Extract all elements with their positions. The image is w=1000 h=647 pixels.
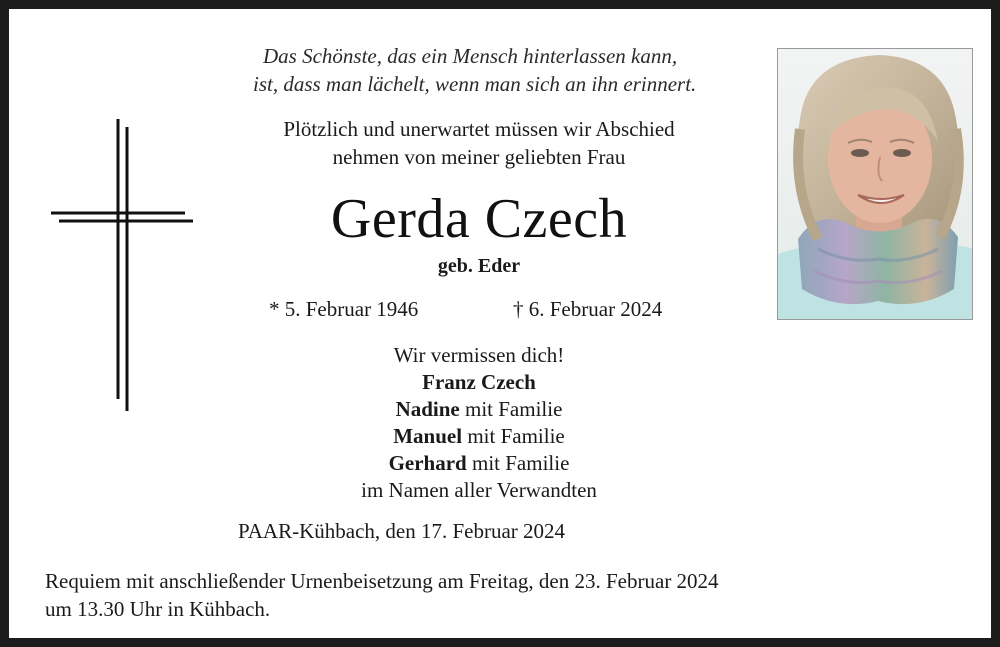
mourner-name: Manuel [393,424,463,448]
announcement-intro [159,115,799,171]
mourners-closing: im Namen aller Verwandten [361,478,597,502]
intro-line-2: nehmen von meiner geliebten Frau [332,145,626,169]
mourner-name: Gerhard [388,451,467,475]
mourner-row [159,369,799,396]
mourners-opening: Wir vermissen dich! [393,343,565,367]
maiden-name: geb. Eder [437,255,521,277]
requiem-line-1: Requiem mit anschließender Urnenbeisetzung am Freitag, den 23. Februar 2024 [45,569,719,593]
mourner-name: Franz Czech [422,370,536,394]
requiem-info [45,567,945,623]
deceased-name: Gerda Czech [330,188,628,250]
portrait-photo [777,48,973,320]
intro-line-1: Plötzlich und unerwartet müssen wir Abschied [283,117,675,141]
place-and-date: PAAR-Kühbach, den 17. Februar 2024 [238,519,566,543]
birth-date: * 5. Februar 1946 [269,297,419,321]
quote-line-1: Das Schönste, das ein Mensch hinterlassen kann, [263,44,678,68]
mourner-suffix: mit Familie [466,451,570,475]
quote-line-2: ist, dass man lächelt, wenn man sich an ihn erinnert. [253,72,697,96]
mourner-suffix: mit Familie [459,397,563,421]
mourner-suffix: mit Familie [462,424,565,448]
mourner-row [159,396,799,423]
requiem-line-2: um 13.30 Uhr in Kühbach. [45,597,271,621]
memorial-quote [189,42,809,98]
mourner-row [159,423,799,450]
mourners-list [159,342,799,504]
mourner-row [159,450,799,477]
mourner-name: Nadine [395,397,460,421]
death-date: † 6. Februar 2024 [513,297,663,321]
